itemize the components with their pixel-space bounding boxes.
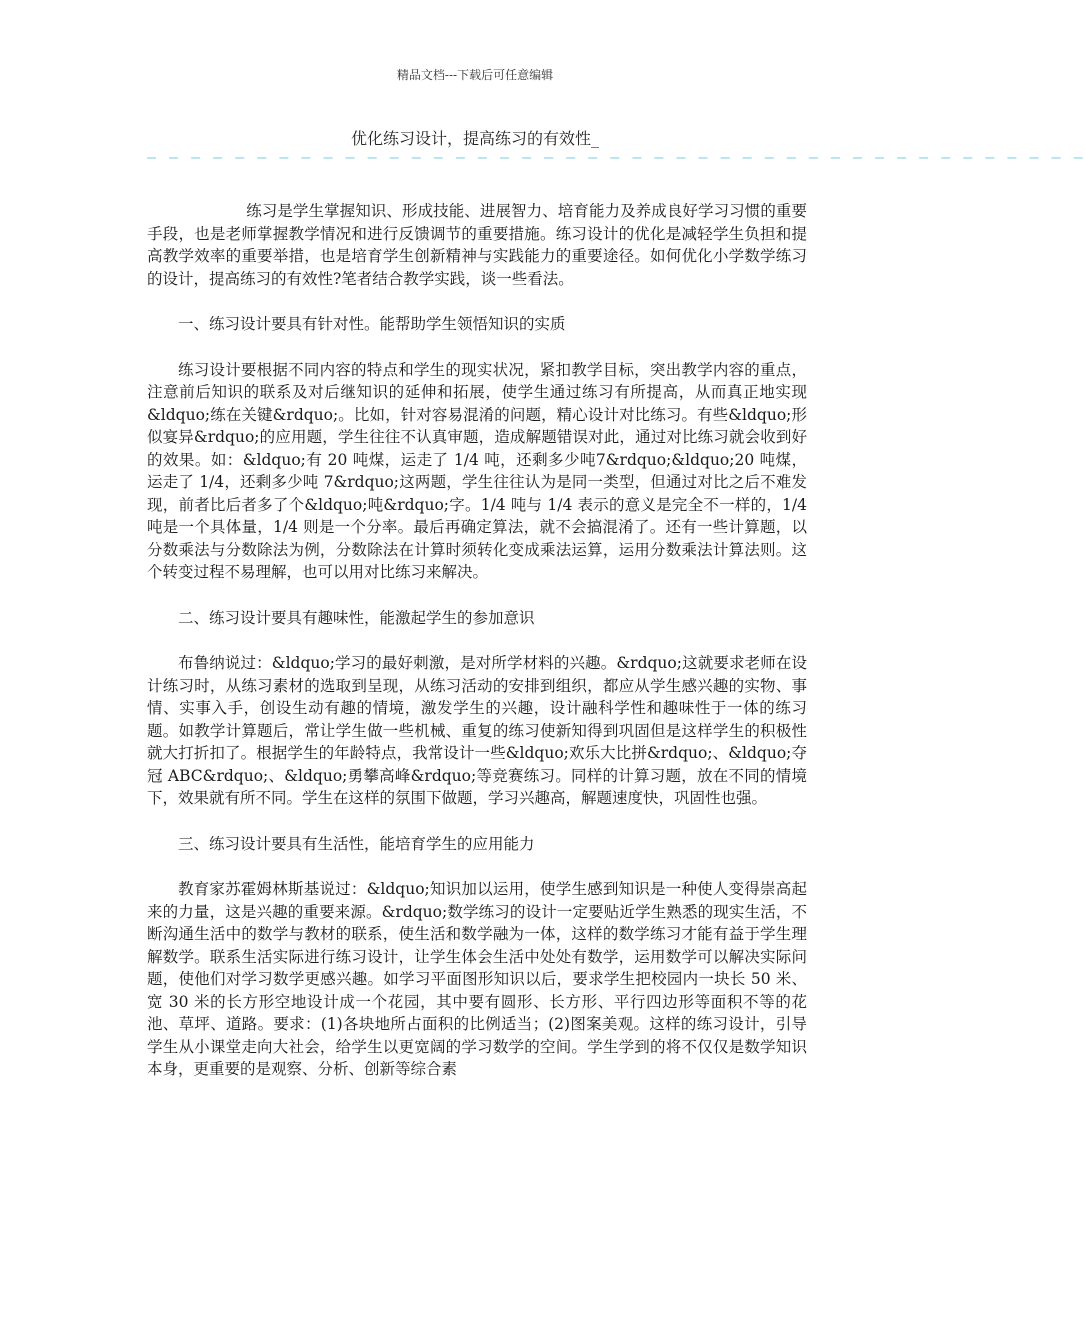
title-underline: — — — — — — — — — — — — — — — — — — — — — — — — — — — — — — — — — — — — — — — — — — — [147, 148, 1085, 166]
section-paragraph-2: 布鲁纳说过：&ldquo;学习的最好刺激，是对所学材料的兴趣。&rdquo;这就要求老师在设计练习时，从练习素材的选取到呈现，从练习活动的安排到组织，都应从学生感兴趣的实物、事情、实事入手，创设生动有趣的情境，激发学生的兴趣，设计融科学性和趣味性于一体的练习题。如教学计算题后，常让学生做一些机械、重复的练习使新知得到巩固但是这样学生的积极性就大打折扣了。根据学生的年龄特点，我常设计一些&ldquo;欢乐大比拼&rdquo;、&ldquo;夺冠 ABC&rdquo;、&ldquo;勇攀高峰&rdquo;等竞赛练习。同样的计算习题，放在不同的情境下，效果就有所不同。学生在这样的氛围下做题，学习兴趣高，解题速度快，巩固性也强。 [147, 654, 807, 807]
document-body [147, 200, 807, 1081]
page-header: 精品文档---下载后可任意编辑 [396, 68, 554, 82]
section-paragraph-3: 教育家苏霍姆林斯基说过：&ldquo;知识加以运用，使学生感到知识是一种使人变得崇高起来的力量，这是兴趣的重要来源。&rdquo;数学练习的设计一定要贴近学生熟悉的现实生活，不断沟通生活中的数学与教材的联系，使生活和数学融为一体，这样的数学练习才能有益于学生理解数学。联系生活实际进行练习设计，让学生体会生活中处处有数学，运用数学可以解决实际问题，使他们对学习数学更感兴趣。如学习平面图形知识以后，要求学生把校园内一块长 50 米、宽 30 米的长方形空地设计成一个花园，其中要有圆形、长方形、平行四边形等面积不等的花池、草坪、道路。要求：(1)各块地所占面积的比例适当；(2)图案美观。这样的练习设计，引导学生从小课堂走向大社会，给学生以更宽阔的学习数学的空间。学生学到的将不仅仅是数学知识本身，更重要的是观察、分析、创新等综合素 [147, 880, 807, 1078]
intro-paragraph: 练习是学生掌握知识、形成技能、进展智力、培育能力及养成良好学习习惯的重要手段，也是老师掌握教学情况和进行反馈调节的重要措施。练习设计的优化是减轻学生负担和提高教学效率的重要举措，也是培育学生创新精神与实践能力的重要途径。如何优化小学数学练习的设计，提高练习的有效性?笔者结合教学实践，谈一些看法。 [147, 202, 807, 288]
section-heading-2: 二、练习设计要具有趣味性，能激起学生的参加意识 [178, 608, 535, 627]
section-heading-3: 三、练习设计要具有生活性，能培育学生的应用能力 [178, 834, 535, 853]
section-heading-1: 一、练习设计要具有针对性。能帮助学生领悟知识的实质 [178, 315, 566, 333]
document-title: 优化练习设计，提高练习的有效性_ [350, 129, 599, 148]
section-paragraph-1: 练习设计要根据不同内容的特点和学生的现实状况，紧扣教学目标，突出教学内容的重点，注意前后知识的联系及对后继知识的延伸和拓展，使学生通过练习有所提高，从而真正地实现&ldquo;练在关键&rdquo;。比如，针对容易混淆的问题，精心设计对比练习。有些&ldquo;形似宴异&rdquo;的应用题，学生往往不认真审题，造成解题错误对此，通过对比练习就会收到好的效果。如：&ldquo;有 20 吨煤，运走了 1/4 吨，还剩多少吨7&rdquo;&ldquo;20 吨煤，运走了 1/4，还剩多少吨 7&rdquo;这两题，学生往往认为是同一类型，但通过对比之后不难发现，前者比后者多了个&ldquo;吨&rdquo;字。1/4 吨与 1/4 表示的意义是完全不一样的，1/4 吨是一个具体量，1/4 则是一个分率。最后再确定算法，就不会搞混淆了。还有一些计算题，以分数乘法与分数除法为例，分数除法在计算时须转化变成乘法运算，运用分数乘法计算法则。这个转变过程不易理解，也可以用对比练习来解决。 [147, 360, 807, 581]
